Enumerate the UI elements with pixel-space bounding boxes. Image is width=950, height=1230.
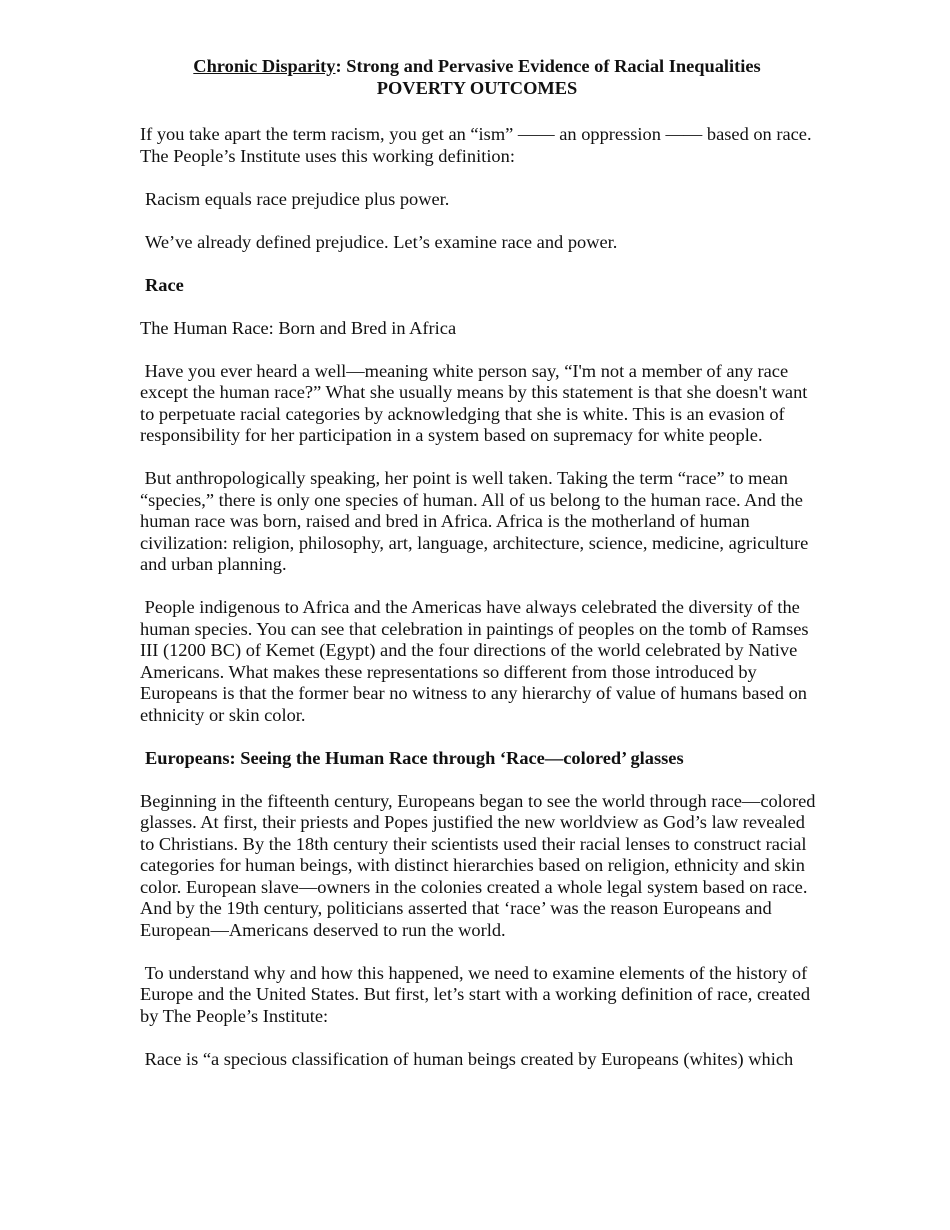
heading-europeans: Europeans: Seeing the Human Race through ‘Race—colored’ glasses: [145, 747, 684, 768]
paragraph-anthropologically-text: But anthropologically speaking, her point is well taken. Taking the term “race” to mean “species,” there is only one species of human. All of us belong to the human race. And the human race was born, raised and bred in Africa. Africa is the motherland of human civilization: religion, philosophy, art, language, architecture, science, medicine, agriculture and urban planning.: [140, 468, 809, 574]
paragraph-anthropologically: [140, 468, 820, 576]
paragraph-understand-why-text: To understand why and how this happened, we need to examine elements of the history of Europe and the United States. But first, let’s start with a working definition of race, created by The People’s Institute:: [140, 962, 811, 1026]
paragraph-race-definition-text: Race is “a specious classification of human beings created by Europeans (whites) which: [144, 1048, 794, 1069]
document-page: [140, 56, 820, 1092]
paragraph-human-race-subtitle: The Human Race: Born and Bred in Africa: [140, 317, 457, 338]
title-underlined-part: Chronic Disparity: [193, 56, 336, 76]
paragraph-definition: Racism equals race prejudice plus power.: [145, 188, 450, 209]
paragraph-race-definition: [140, 1049, 820, 1071]
paragraph-fifteenth-century: Beginning in the fifteenth century, Europeans began to see the world through race—colored glasses. At first, their priests and Popes justified the new worldview as God’s law revealed to Christians. By the 18th century their scientists used their racial lenses to construct racial categories for human beings, with distinct hierarchies based on religion, ethnicity and skin color. European slave—owners in the colonies created a whole legal system based on race. And by the 19th century, politicians asserted that ‘race’ was the reason Europeans and European—Americans deserved to run the world.: [140, 790, 816, 940]
paragraph-well-meaning: [140, 361, 820, 447]
title-rest: : Strong and Pervasive Evidence of Racial Inequalities: [335, 56, 761, 76]
paragraph-intro: If you take apart the term racism, you get an “ism” —— an oppression —— based on race. The People’s Institute uses this working definition:: [140, 124, 812, 166]
heading-race: Race: [145, 274, 184, 295]
paragraph-understand-why: [140, 963, 820, 1028]
paragraph-indigenous: [140, 597, 820, 726]
paragraph-indigenous-text: People indigenous to Africa and the Americas have always celebrated the diversity of the human species. You can see that celebration in paintings of peoples on the tomb of Ramses III (1200 BC) of Kemet (Egypt) and the four directions of the world celebrated by Native Americans. What makes these representations so different from those introduced by Europeans is that the former bear no witness to any hierarchy of value of humans based on ethnicity or skin color.: [140, 597, 809, 725]
paragraph-well-meaning-text: Have you ever heard a well—meaning white person say, “I'm not a member of any race except the human race?” What she usually means by this statement is that she doesn't want to perpetuate racial categories by acknowledging that she is white. This is an evasion of responsibility for her participation in a system based on supremacy for white people.: [140, 360, 808, 445]
paragraph-prejudice: We’ve already defined prejudice. Let’s examine race and power.: [145, 231, 618, 252]
title-subtitle: POVERTY OUTCOMES: [376, 77, 578, 98]
document-title: [134, 56, 820, 99]
